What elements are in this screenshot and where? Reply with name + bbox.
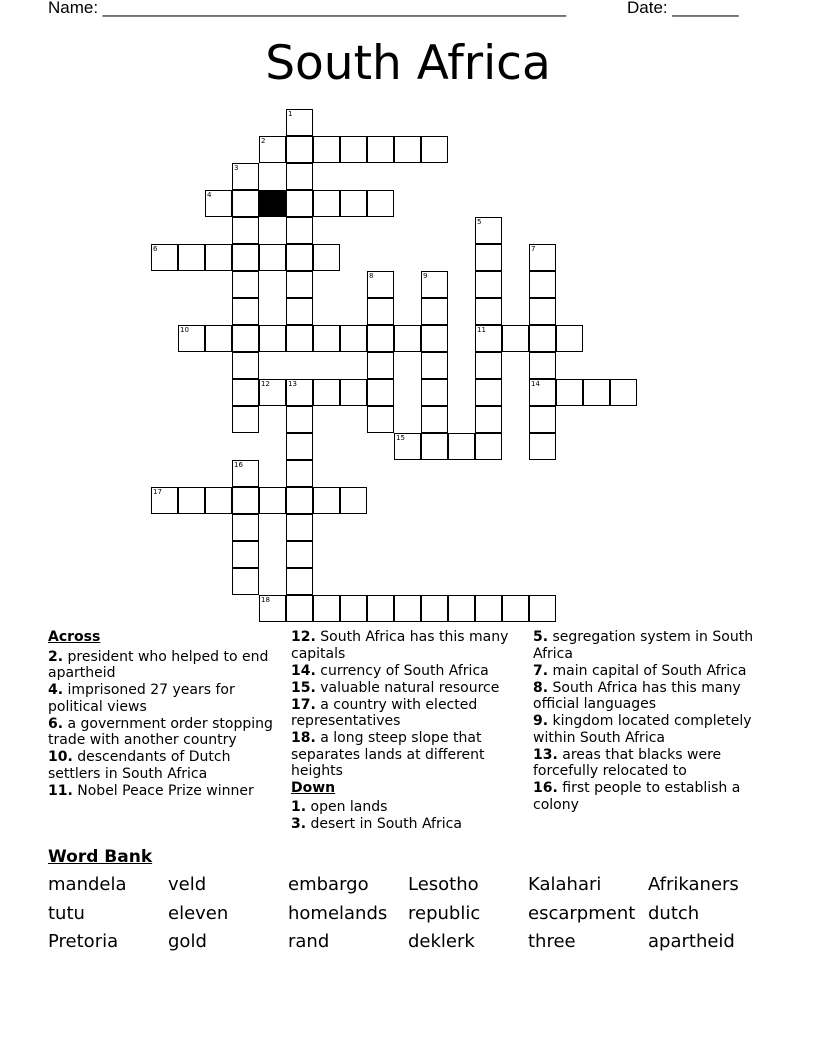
crossword-cell xyxy=(232,568,259,595)
word-bank-word: homelands xyxy=(288,903,388,924)
crossword-cell xyxy=(529,352,556,379)
clue-number: 16 xyxy=(234,461,243,469)
crossword-cell xyxy=(232,487,259,514)
word-bank-word: Kalahari xyxy=(528,874,602,895)
crossword-cell xyxy=(286,595,313,622)
crossword-cell xyxy=(367,406,394,433)
clue-number: 6 xyxy=(153,245,158,253)
crossword-cell xyxy=(394,325,421,352)
crossword-cell xyxy=(475,271,502,298)
clue-down-8: 8. South Africa has this many official languages xyxy=(533,679,741,712)
crossword-cell xyxy=(367,325,394,352)
crossword-cell xyxy=(286,433,313,460)
crossword-cell xyxy=(556,325,583,352)
crossword-cell xyxy=(232,163,259,190)
crossword-cell xyxy=(178,244,205,271)
clue-across-18: 18. a long steep slope that separates lands at different heights xyxy=(291,730,485,779)
down-heading: Down xyxy=(291,780,336,796)
crossword-cell xyxy=(313,136,340,163)
page-title: South Africa xyxy=(265,36,551,91)
crossword-cell xyxy=(421,595,448,622)
crossword-cell xyxy=(583,379,610,406)
crossword-cell xyxy=(340,325,367,352)
crossword-cell xyxy=(529,433,556,460)
clues-column-1 xyxy=(48,629,273,800)
crossword-cell xyxy=(367,298,394,325)
word-bank-title: Word Bank xyxy=(48,847,153,867)
crossword-cell xyxy=(313,190,340,217)
crossword-cell xyxy=(232,271,259,298)
word-bank-word: deklerk xyxy=(408,931,475,952)
crossword-cell xyxy=(259,244,286,271)
crossword-cell xyxy=(286,298,313,325)
clue-number: 5 xyxy=(477,218,482,226)
crossword-cell xyxy=(286,541,313,568)
crossword-cell xyxy=(313,379,340,406)
crossword-cell xyxy=(232,325,259,352)
crossword-cell xyxy=(286,271,313,298)
crossword-cell xyxy=(205,325,232,352)
crossword-cell xyxy=(421,406,448,433)
clue-down-3: 3. desert in South Africa xyxy=(291,815,462,832)
word-bank-word: veld xyxy=(168,874,207,895)
clue-number: 2 xyxy=(261,137,266,145)
crossword-cell xyxy=(178,487,205,514)
crossword-cell xyxy=(286,217,313,244)
crossword-cell xyxy=(394,433,421,460)
crossword-cell xyxy=(232,217,259,244)
crossword-cell xyxy=(232,460,259,487)
word-bank-word: apartheid xyxy=(648,931,735,952)
crossword-cell xyxy=(367,352,394,379)
crossword-cell xyxy=(529,298,556,325)
crossword-cell xyxy=(286,136,313,163)
crossword-cell xyxy=(313,244,340,271)
clue-number: 7 xyxy=(531,245,536,253)
across-heading: Across xyxy=(48,629,101,645)
crossword-cell xyxy=(286,163,313,190)
crossword-cell xyxy=(340,190,367,217)
word-bank-word: Afrikaners xyxy=(648,874,739,895)
crossword-cell xyxy=(286,406,313,433)
crossword-cell xyxy=(340,487,367,514)
word-bank-word: gold xyxy=(168,931,207,952)
word-bank-word: tutu xyxy=(48,903,85,924)
crossword-cell xyxy=(421,298,448,325)
clue-down-9: 9. kingdom located completely within South Africa xyxy=(533,713,752,746)
clue-number: 17 xyxy=(153,488,162,496)
crossword-cell xyxy=(286,568,313,595)
crossword-cell xyxy=(502,595,529,622)
crossword-cell xyxy=(259,325,286,352)
crossword-cell xyxy=(475,595,502,622)
crossword-cell xyxy=(367,379,394,406)
crossword-cell xyxy=(367,595,394,622)
clue-number: 13 xyxy=(288,380,297,388)
crossword-cell xyxy=(340,379,367,406)
crossword-cell xyxy=(286,325,313,352)
clue-number: 3 xyxy=(234,164,239,172)
clue-number: 4 xyxy=(207,191,212,199)
crossword-cell xyxy=(259,487,286,514)
word-bank-word: embargo xyxy=(288,874,369,895)
crossword-cell xyxy=(232,190,259,217)
crossword-cell xyxy=(286,460,313,487)
crossword-cell xyxy=(529,595,556,622)
crossword-cell xyxy=(286,379,313,406)
crossword-cell xyxy=(151,487,178,514)
word-bank-word: Lesotho xyxy=(408,874,479,895)
clue-down-16: 16. first people to establish a colony xyxy=(533,780,741,813)
clue-down-1: 1. open lands xyxy=(291,798,388,815)
clue-number: 18 xyxy=(261,596,270,604)
clue-across-12: 12. South Africa has this many capitals xyxy=(291,629,509,662)
word-bank-word: three xyxy=(528,931,576,952)
crossword-cell xyxy=(340,595,367,622)
word-bank-word: rand xyxy=(288,931,330,952)
crossword-cell xyxy=(448,433,475,460)
clue-number: 9 xyxy=(423,272,428,280)
crossword-cell xyxy=(232,406,259,433)
clue-across-6: 6. a government order stopping trade with another country xyxy=(48,715,273,748)
word-bank-word: dutch xyxy=(648,903,700,924)
crossword-cell xyxy=(475,379,502,406)
crossword-cell xyxy=(421,271,448,298)
name-label: Name: _________________________________________________ xyxy=(48,0,567,17)
clue-number: 10 xyxy=(180,326,189,334)
crossword-cell xyxy=(448,595,475,622)
word-bank-word: escarpment xyxy=(528,903,636,924)
word-bank-word: mandela xyxy=(48,874,127,895)
crossword-cell xyxy=(232,244,259,271)
crossword-cell xyxy=(529,379,556,406)
clue-across-4: 4. imprisoned 27 years for political views xyxy=(48,682,235,715)
crossword-cell xyxy=(367,271,394,298)
crossword-cell xyxy=(205,487,232,514)
clues-column-2 xyxy=(291,629,523,833)
crossword-cell xyxy=(205,244,232,271)
clue-number: 1 xyxy=(288,110,293,118)
clue-across-11: 11. Nobel Peace Prize winner xyxy=(48,782,254,799)
crossword-cell xyxy=(313,595,340,622)
crossword-cell xyxy=(286,190,313,217)
crossword-cell xyxy=(529,271,556,298)
crossword-cell xyxy=(421,379,448,406)
word-bank-word: eleven xyxy=(168,903,229,924)
crossword-cell xyxy=(232,379,259,406)
crossword-cell xyxy=(529,244,556,271)
crossword-cell xyxy=(421,433,448,460)
clue-across-15: 15. valuable natural resource xyxy=(291,679,500,696)
crossword-cell xyxy=(475,325,502,352)
crossword-cell xyxy=(232,352,259,379)
clue-down-13: 13. areas that blacks were forcefully relocated to xyxy=(533,746,722,779)
crossword-cell xyxy=(367,190,394,217)
clue-number: 11 xyxy=(477,326,486,334)
crossword-cell xyxy=(421,325,448,352)
clue-number: 14 xyxy=(531,380,540,388)
crossword-cell xyxy=(529,325,556,352)
crossword-cell xyxy=(502,325,529,352)
crossword-cell xyxy=(313,325,340,352)
crossword-black-cell xyxy=(259,190,286,217)
clue-across-17: 17. a country with elected representatives xyxy=(291,696,478,729)
crossword-cell xyxy=(475,352,502,379)
crossword-cell xyxy=(394,136,421,163)
crossword-cell xyxy=(259,379,286,406)
clue-number: 8 xyxy=(369,272,374,280)
crossword-cell xyxy=(286,514,313,541)
crossword-cell xyxy=(259,595,286,622)
clue-number: 15 xyxy=(396,434,405,442)
crossword-cell xyxy=(475,433,502,460)
crossword-cell xyxy=(286,487,313,514)
crossword-cell xyxy=(475,244,502,271)
clue-across-14: 14. currency of South Africa xyxy=(291,662,489,679)
crossword-cell xyxy=(421,136,448,163)
crossword-cell xyxy=(232,298,259,325)
crossword-cell xyxy=(178,325,205,352)
crossword-cell xyxy=(340,136,367,163)
clues-column-3 xyxy=(533,629,773,814)
word-bank-word: republic xyxy=(408,903,481,924)
crossword-cell xyxy=(259,136,286,163)
crossword-cell xyxy=(232,541,259,568)
clue-across-2: 2. president who helped to end apartheid xyxy=(48,648,269,681)
crossword-cell xyxy=(232,514,259,541)
crossword-cell xyxy=(286,109,313,136)
clue-down-7: 7. main capital of South Africa xyxy=(533,662,747,679)
crossword-cell xyxy=(556,379,583,406)
clue-across-10: 10. descendants of Dutch settlers in South Africa xyxy=(48,749,231,782)
crossword-cell xyxy=(367,136,394,163)
crossword-cell xyxy=(475,298,502,325)
crossword-cell xyxy=(475,217,502,244)
crossword-cell xyxy=(421,352,448,379)
date-label: Date: _______ xyxy=(627,0,739,17)
clue-number: 12 xyxy=(261,380,270,388)
crossword-cell xyxy=(286,244,313,271)
crossword-cell xyxy=(610,379,637,406)
crossword-cell xyxy=(529,406,556,433)
crossword-cell xyxy=(475,406,502,433)
clue-down-5: 5. segregation system in South Africa xyxy=(533,629,754,662)
crossword-cell xyxy=(394,595,421,622)
crossword-cell xyxy=(313,487,340,514)
crossword-cell xyxy=(151,244,178,271)
crossword-cell xyxy=(205,190,232,217)
word-bank-word: Pretoria xyxy=(48,931,119,952)
